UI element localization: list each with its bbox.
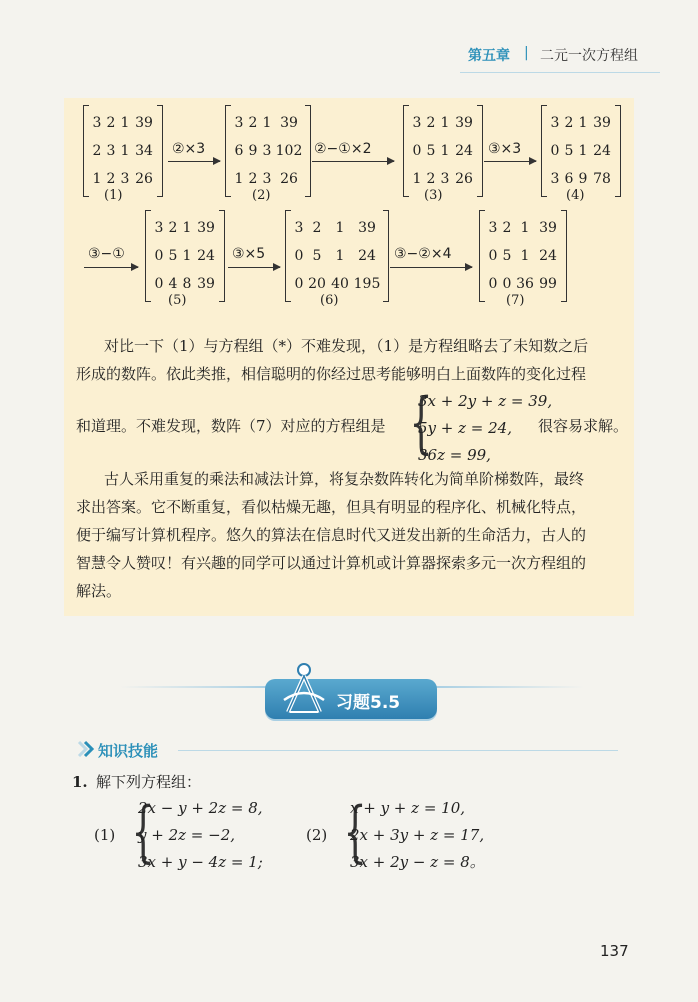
system7-brace: { [409,384,433,461]
problem1a-label: (1) [94,826,116,844]
exercise-title: 习题5.5 [336,693,401,713]
op-1: ②×3 [172,141,206,157]
matrix-2: 3 2 1 39 6 9 3 102 1 2 3 26 [232,109,304,193]
arrow-5 [228,267,280,268]
matrix-5: 3 2 1 39 0 5 1 24 0 4 8 39 [152,214,218,298]
matrix-6: 3 2 1 39 0 5 1 24 0 20 40 195 [292,214,382,298]
system7-eq1: 3x + 2y + z = 39, [418,392,553,410]
matrix-7: 3 2 1 39 0 5 1 24 0 0 36 99 [486,214,560,298]
para1-line2: 形成的数阵。依此类推，相信聪明的你经过思考能够明白上面数阵的变化过程 [76,365,587,383]
matrix-3-label: (3) [424,188,443,203]
para2-line4: 智慧令人赞叹！有兴趣的同学可以通过计算机或计算器探索多元一次方程组的 [76,554,587,572]
op-5: ③×5 [232,246,266,262]
matrix-1: 3 2 1 39 2 3 1 34 1 2 3 26 [90,109,156,193]
op-4: ③−① [88,246,125,262]
matrix-6-label: (6) [320,293,339,308]
system-b [350,795,485,876]
para2-line1: 古人采用重复的乘法和减法计算，将复杂数阵转化为简单阶梯数阵，最终 [104,470,585,488]
op-3: ③×3 [488,141,522,157]
para2-line3: 便于编写计算机程序。悠久的算法在信息时代又迸发出新的生命活力，古人的 [76,526,587,544]
system7-eq2: 5y + z = 24, [418,419,512,437]
para1-line1: 对比一下（1）与方程组（*）不难发现，（1）是方程组略去了未知数之后 [104,337,589,355]
matrix-3: 3 2 1 39 0 5 1 24 1 2 3 26 [410,109,476,193]
matrix-4-label: (4) [566,188,585,203]
system-a-eq2: y + 2z = −2, [138,826,236,844]
problem1b-label: (2) [306,826,328,844]
op-6: ③−②×4 [394,246,452,262]
page-number: 137 [600,942,629,960]
system-b-eq3: 3x + 2y − z = 8。 [350,853,485,871]
chapter-title: 二元一次方程组 [540,48,638,64]
header-rule [460,72,660,73]
arrow-4 [84,267,138,268]
banner-rule-right [434,686,584,688]
system-a-eq3: 3x + y − 4z = 1; [138,853,263,871]
matrix-7-label: (7) [506,293,525,308]
problem1-prompt: 解下列方程组： [96,773,202,791]
header-separator: | [524,45,529,61]
system7-eq3: 36z = 99, [418,446,491,464]
chevron-right-icon [76,739,96,759]
banner-rule-left [120,686,270,688]
para2-line5: 解法。 [76,582,122,600]
op-2: ②−①×2 [314,141,372,157]
para1-line3-before: 和道理。不难发现，数阵（7）对应的方程组是 [76,417,386,435]
problem1-number: 1. [72,773,88,791]
matrix-2-label: (2) [252,188,271,203]
system-b-eq1: x + y + z = 10, [350,799,466,817]
arrow-1 [168,161,220,162]
system-b-brace: { [343,793,367,870]
matrix-1-label: (1) [104,188,123,203]
para2-line2: 求出答案。它不断重复，看似枯燥无趣，但具有明显的程序化、机械化特点， [76,498,587,516]
section-title: 知识技能 [98,742,159,760]
system-b-eq2: 2x + 3y + z = 17, [350,826,485,844]
system-a-eq1: 2x − y + 2z = 8, [138,799,263,817]
section-rule [178,750,618,751]
system7 [418,388,552,469]
matrix-5-label: (5) [168,293,187,308]
chapter-label: 第五章 [468,48,510,64]
para1-line3-after: 很容易求解。 [538,417,629,435]
compass-icon [280,660,328,720]
arrow-6 [390,267,472,268]
arrow-2 [312,161,394,162]
matrix-4: 3 2 1 39 0 5 1 24 3 6 9 78 [548,109,614,193]
system-a [138,795,263,876]
system-a-brace: { [131,793,155,870]
arrow-3 [484,161,536,162]
